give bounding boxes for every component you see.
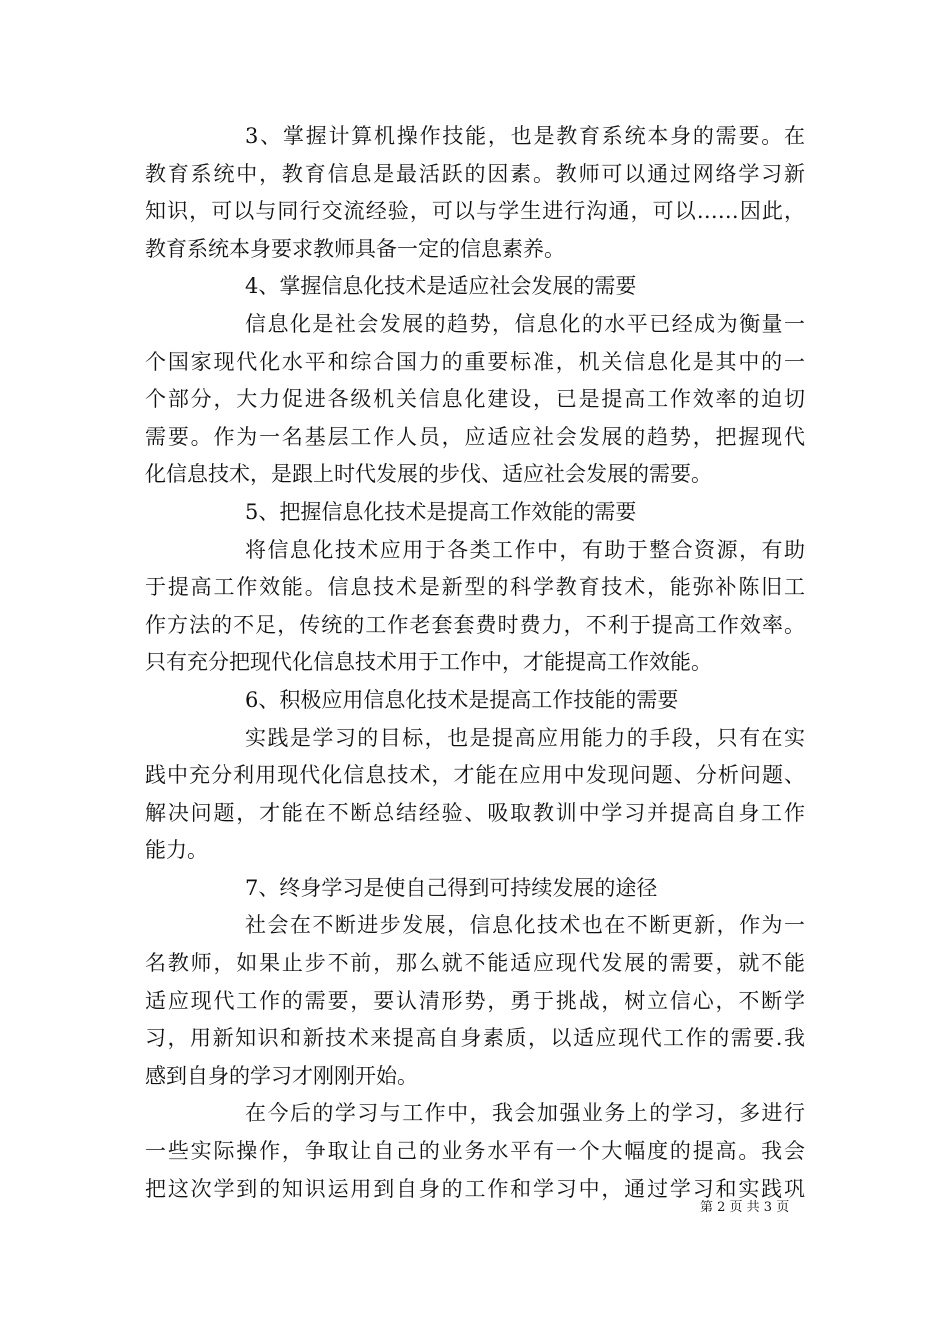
- text-line: 4、掌握信息化技术是适应社会发展的需要: [245, 274, 637, 299]
- text-line: 实践是学习的目标，也是提高应用能力的手段，只有在实: [245, 725, 805, 750]
- text-line: 解决问题，才能在不断总结经验、吸取教训中学习并提高自身工作: [145, 800, 805, 825]
- text-line: 个国家现代化水平和综合国力的重要标准，机关信息化是其中的一: [145, 349, 805, 374]
- text-line: 能力。: [145, 838, 208, 863]
- text-line: 于提高工作效能。信息技术是新型的科学教育技术，能弥补陈旧工: [145, 575, 805, 600]
- text-line: 社会在不断进步发展，信息化技术也在不断更新，作为一: [245, 913, 805, 938]
- text-line: 信息化是社会发展的趋势，信息化的水平已经成为衡量一: [245, 311, 805, 336]
- text-line: 化信息技术，是跟上时代发展的步伐、适应社会发展的需要。: [145, 462, 712, 487]
- text-line: 7、终身学习是使自己得到可持续发展的途径: [245, 875, 658, 900]
- text-line: 一些实际操作，争取让自己的业务水平有一个大幅度的提高。我会: [145, 1139, 805, 1164]
- text-line: 作方法的不足，传统的工作老套套费时费力，不利于提高工作效率。: [145, 612, 805, 637]
- text-line: 需要。作为一名基层工作人员，应适应社会发展的趋势，把握现代: [145, 424, 805, 449]
- text-line: 适应现代工作的需要，要认清形势，勇于挑战，树立信心，不断学: [145, 988, 805, 1013]
- text-line: 个部分，大力促进各级机关信息化建设，已是提高工作效率的迫切: [145, 387, 805, 412]
- body-text: [145, 118, 805, 1208]
- text-line: 3、掌握计算机操作技能，也是教育系统本身的需要。在: [245, 124, 805, 148]
- text-line: 只有充分把现代化信息技术用于工作中，才能提高工作效能。: [145, 650, 712, 675]
- text-line: 教育系统本身要求教师具备一定的信息素养。: [145, 236, 565, 261]
- page-footer: 第 2 页 共 3 页: [700, 1200, 790, 1215]
- text-line: 习，用新知识和新技术来提高自身素质，以适应现代工作的需要.我: [145, 1026, 805, 1051]
- text-line: 5、把握信息化技术是提高工作效能的需要: [245, 499, 637, 524]
- text-line: 教育系统中，教育信息是最活跃的因素。教师可以通过网络学习新: [145, 161, 805, 186]
- text-line: 践中充分利用现代化信息技术，才能在应用中发现问题、分析问题、: [145, 763, 805, 788]
- text-line: 6、积极应用信息化技术是提高工作技能的需要: [245, 687, 679, 712]
- text-line: 将信息化技术应用于各类工作中，有助于整合资源，有助: [245, 537, 805, 562]
- text-line: 在今后的学习与工作中，我会加强业务上的学习，多进行: [245, 1101, 805, 1126]
- text-line: 感到自身的学习才刚刚开始。: [145, 1063, 418, 1088]
- text-line: 知识，可以与同行交流经验，可以与学生进行沟通，可以……因此，: [145, 199, 805, 224]
- text-line: 名教师，如果止步不前，那么就不能适应现代发展的需要，就不能: [145, 951, 805, 976]
- text-line: 把这次学到的知识运用到自身的工作和学习中，通过学习和实践巩: [145, 1176, 805, 1201]
